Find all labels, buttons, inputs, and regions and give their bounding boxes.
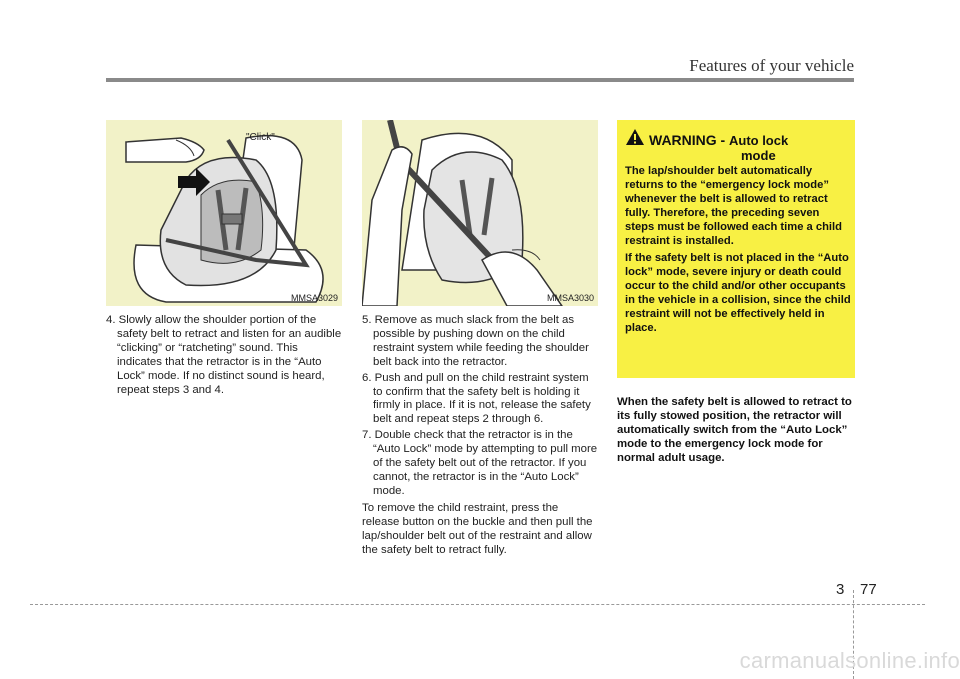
step-4: 4. Slowly allow the shoulder portion of the safety belt to retract and listen for an audible “clicking” or “ratcheting” sound. This indicates that the retractor is in the “Auto Lock” mode. If no distinct sound is heard, repeat steps 3 and 4. <box>106 314 342 396</box>
column-1-text <box>106 314 342 399</box>
warning-box <box>617 120 855 378</box>
figure-callout: "Click" <box>246 132 275 143</box>
child-seat-illustration <box>106 120 342 306</box>
site-watermark: carmanualsonline.info <box>739 648 960 673</box>
auto-lock-note: When the safety belt is allowed to retract to its fully stowed position, the retractor will automatically switch from the “Auto Lock” mode to the emergency lock mode for normal adult usage. <box>617 396 852 464</box>
warning-subject-line-2: mode <box>741 148 776 163</box>
page-number: 77 <box>860 581 877 598</box>
push-down-illustration <box>362 120 598 306</box>
figure-push-down-restraint <box>362 120 598 306</box>
warning-label: WARNING - <box>649 132 726 148</box>
warning-triangle-icon <box>625 128 645 146</box>
header-rule <box>106 78 854 82</box>
warning-paragraph: If the safety belt is not placed in the “Auto lock” mode, severe injury or death could occur to the child and/or other occupants in the vehicle in a collision, since the child restraint will not be effectively held in place. <box>625 252 851 334</box>
page-header-title: Features of your vehicle <box>689 56 854 75</box>
section-number: 3 <box>836 581 845 598</box>
figure-label: MMSA3030 <box>546 293 594 303</box>
remove-restraint-paragraph: To remove the child restraint, press the release button on the buckle and then pull the lap/shoulder belt out of the restraint and allow the safety belt to retract fully. <box>362 501 593 556</box>
warning-paragraph: The lap/shoulder belt automatically returns to the “emergency lock mode” whenever the belt is allowed to retract fully. Therefore, the preceding seven steps must be followed each time a child restraint is installed. <box>625 165 842 247</box>
warning-body <box>625 165 851 340</box>
figure-child-seat-click <box>106 120 342 306</box>
step-5: 5. Remove as much slack from the belt as possible by pushing down on the child restraint system while feeding the shoulder belt back into the retractor. <box>362 314 589 368</box>
warning-subject: Auto lock <box>728 133 789 148</box>
column-2-text <box>362 314 598 557</box>
step-7: 7. Double check that the retractor is in the “Auto Lock” mode by attempting to pull more of the safety belt out of the retractor. If you cannot, the retractor is in the “Auto Lock” mode. <box>362 429 598 497</box>
step-6: 6. Push and pull on the child restraint system to confirm that the safety belt is holding it firmly in place. If it is not, release the safety belt and repeat steps 2 through 6. <box>362 371 591 426</box>
footer-rule <box>30 604 925 605</box>
figure-label: MMSA3029 <box>290 293 338 303</box>
warning-title <box>649 132 849 148</box>
